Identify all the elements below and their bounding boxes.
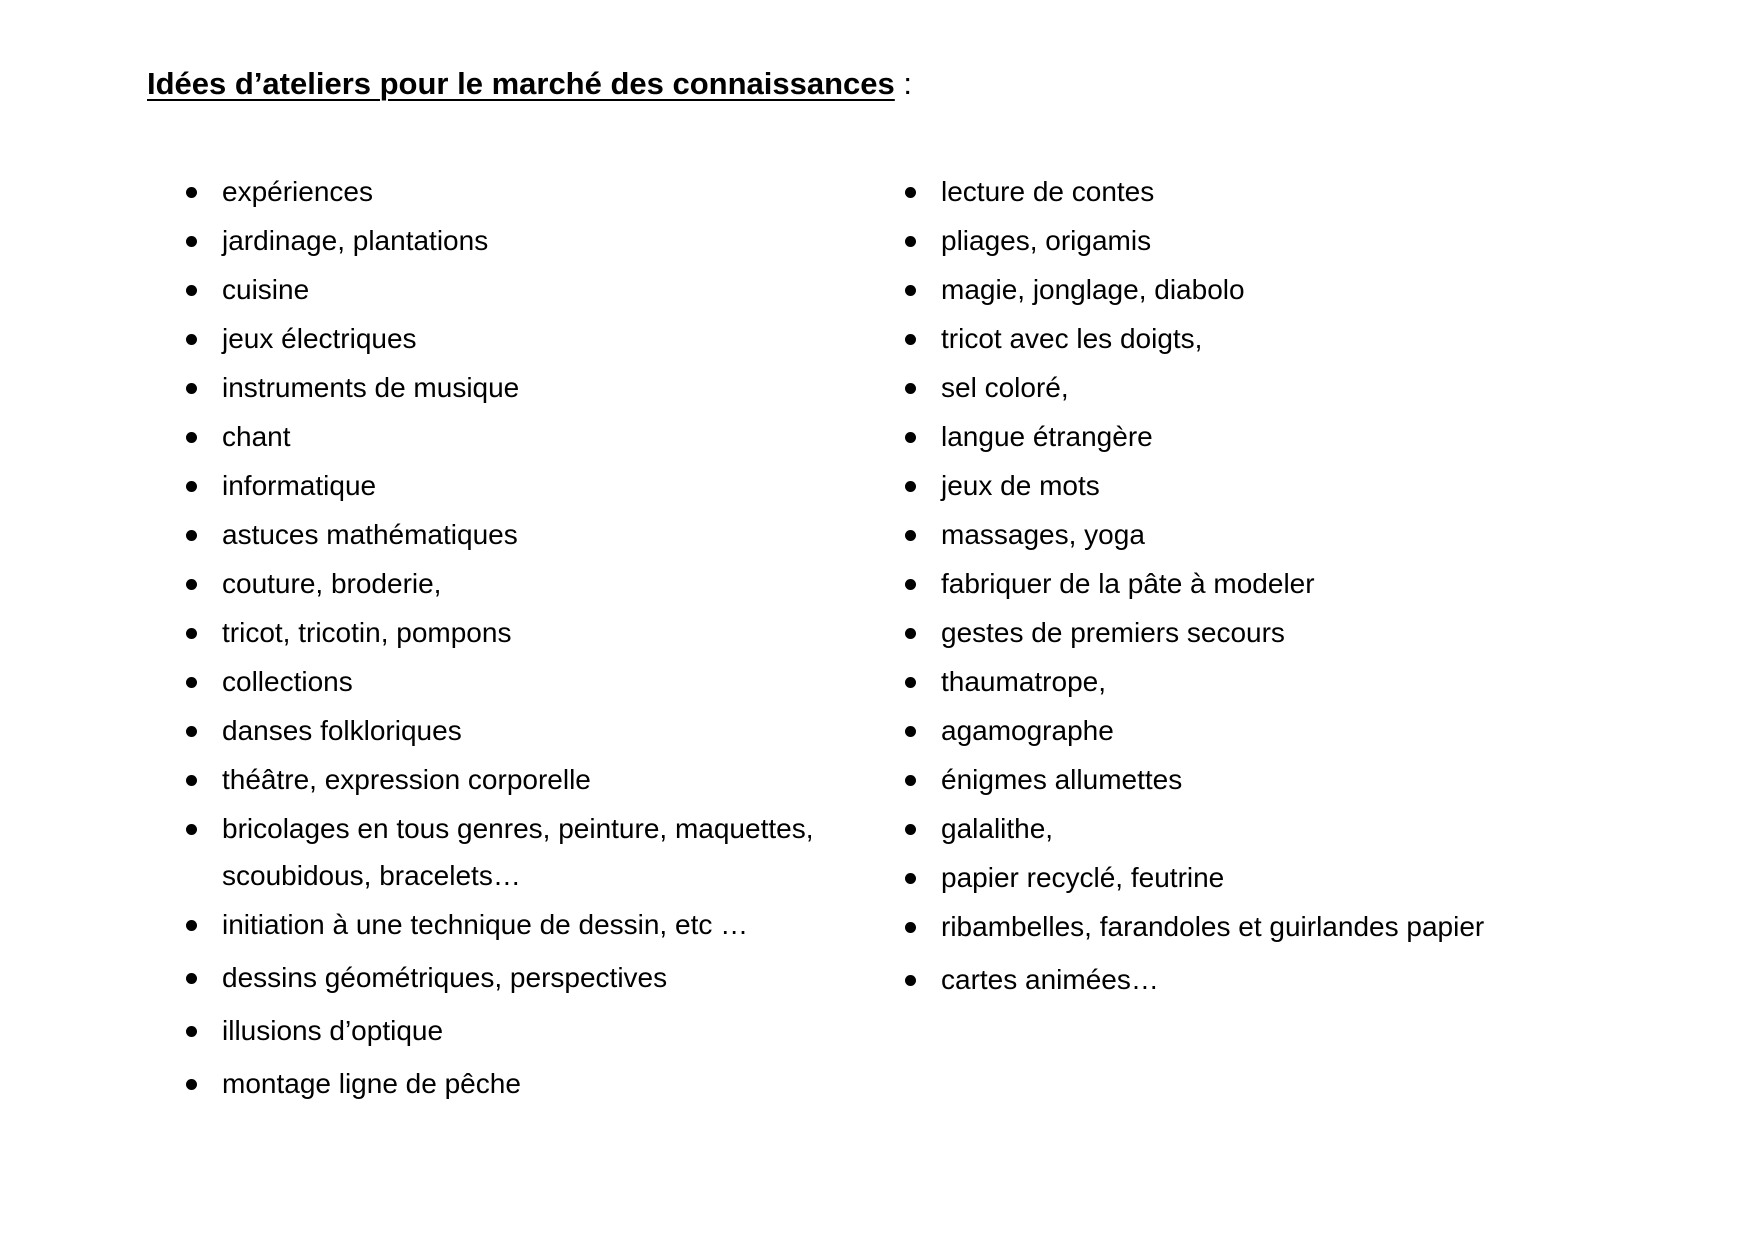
list-item	[905, 805, 1645, 852]
list-item	[186, 511, 886, 558]
list-item-text: expériences	[222, 176, 373, 207]
list-item	[186, 1060, 886, 1107]
bullet-icon	[905, 236, 916, 247]
bullet-icon	[186, 236, 197, 247]
list-item-text: illusions d’optique	[222, 1015, 444, 1046]
bullet-icon	[186, 677, 197, 688]
list-item	[905, 854, 1645, 901]
list-item	[186, 901, 886, 948]
list-item-text: initiation à une technique de dessin, etc …	[222, 909, 749, 940]
bullet-icon	[905, 873, 916, 884]
list-item	[905, 560, 1645, 607]
list-item-text: massages, yoga	[941, 519, 1145, 550]
bullet-icon	[186, 920, 197, 931]
list-item-text: jardinage, plantations	[222, 225, 489, 256]
bullet-icon	[186, 628, 197, 639]
list-item	[905, 756, 1645, 803]
list-item-text: pliages, origamis	[941, 225, 1152, 256]
list-item	[905, 413, 1645, 460]
list-item	[905, 168, 1645, 215]
list-item-text: astuces mathématiques	[222, 519, 518, 550]
list-item	[905, 903, 1645, 950]
left-ideas-list	[186, 168, 886, 1109]
bullet-icon	[186, 775, 197, 786]
bullet-icon	[905, 432, 916, 443]
page-heading	[147, 64, 912, 104]
bullet-icon	[905, 285, 916, 296]
bullet-icon	[186, 824, 197, 835]
list-item	[905, 462, 1645, 509]
list-item	[905, 956, 1645, 1003]
list-item	[905, 707, 1645, 754]
list-item-text: énigmes allumettes	[941, 764, 1183, 795]
list-item	[186, 413, 886, 460]
bullet-icon	[905, 628, 916, 639]
bullet-icon	[905, 922, 916, 933]
bullet-icon	[186, 432, 197, 443]
list-item	[186, 954, 886, 1001]
page-title: Idées d’ateliers pour le marché des connaissances	[147, 66, 895, 101]
list-item-text-continued: scoubidous, bracelets…	[222, 860, 521, 891]
list-item-text: lecture de contes	[941, 176, 1155, 207]
list-item	[186, 1007, 886, 1054]
bullet-icon	[186, 285, 197, 296]
list-item-text: ribambelles, farandoles et guirlandes papier	[941, 911, 1485, 942]
bullet-icon	[905, 383, 916, 394]
bullet-icon	[186, 481, 197, 492]
list-item	[186, 364, 886, 411]
bullet-icon	[905, 824, 916, 835]
list-item-text: sel coloré,	[941, 372, 1069, 403]
bullet-icon	[186, 1026, 197, 1037]
list-item	[186, 217, 886, 264]
list-item-text: jeux de mots	[941, 470, 1100, 501]
list-item	[186, 805, 886, 899]
list-item	[905, 364, 1645, 411]
list-item-text: instruments de musique	[222, 372, 520, 403]
bullet-icon	[905, 334, 916, 345]
list-item	[905, 315, 1645, 362]
list-item-text: informatique	[222, 470, 377, 501]
list-item-text: langue étrangère	[941, 421, 1153, 452]
list-item	[186, 168, 886, 215]
list-item	[905, 609, 1645, 656]
bullet-icon	[905, 726, 916, 737]
list-item	[905, 266, 1645, 313]
list-item	[186, 609, 886, 656]
list-item-text: magie, jonglage, diabolo	[941, 274, 1245, 305]
list-item	[186, 658, 886, 705]
list-item-text: théâtre, expression corporelle	[222, 764, 591, 795]
bullet-icon	[905, 530, 916, 541]
list-item	[186, 756, 886, 803]
list-item-text: fabriquer de la pâte à modeler	[941, 568, 1315, 599]
list-item	[186, 462, 886, 509]
list-item-text: agamographe	[941, 715, 1114, 746]
list-item-text: cuisine	[222, 274, 310, 305]
list-item-text: papier recyclé, feutrine	[941, 862, 1225, 893]
list-item-text: cartes animées…	[941, 964, 1159, 995]
bullet-icon	[186, 726, 197, 737]
list-item	[186, 560, 886, 607]
list-item-text: chant	[222, 421, 291, 452]
bullet-icon	[905, 677, 916, 688]
bullet-icon	[905, 579, 916, 590]
list-item	[186, 315, 886, 362]
list-item-text: dessins géométriques, perspectives	[222, 962, 668, 993]
bullet-icon	[905, 975, 916, 986]
list-item	[905, 511, 1645, 558]
bullet-icon	[186, 187, 197, 198]
bullet-icon	[186, 530, 197, 541]
list-item-text: gestes de premiers secours	[941, 617, 1285, 648]
list-item-text: tricot, tricotin, pompons	[222, 617, 512, 648]
list-item-text: galalithe,	[941, 813, 1054, 844]
list-item-text: tricot avec les doigts,	[941, 323, 1203, 354]
list-item-text: danses folkloriques	[222, 715, 462, 746]
list-item	[905, 658, 1645, 705]
list-item-text: bricolages en tous genres, peinture, maquettes,	[222, 813, 814, 844]
list-item-text: montage ligne de pêche	[222, 1068, 521, 1099]
bullet-icon	[905, 187, 916, 198]
bullet-icon	[186, 1079, 197, 1090]
list-item-text: jeux électriques	[222, 323, 417, 354]
list-item-text: couture, broderie,	[222, 568, 442, 599]
list-item	[186, 707, 886, 754]
title-colon: :	[894, 66, 913, 101]
bullet-icon	[905, 775, 916, 786]
bullet-icon	[186, 334, 197, 345]
bullet-icon	[186, 579, 197, 590]
bullet-icon	[186, 383, 197, 394]
right-ideas-list	[905, 168, 1645, 1005]
list-item	[905, 217, 1645, 264]
bullet-icon	[905, 481, 916, 492]
list-item-text: thaumatrope,	[941, 666, 1106, 697]
bullet-icon	[186, 973, 197, 984]
list-item-text: collections	[222, 666, 353, 697]
list-item	[186, 266, 886, 313]
